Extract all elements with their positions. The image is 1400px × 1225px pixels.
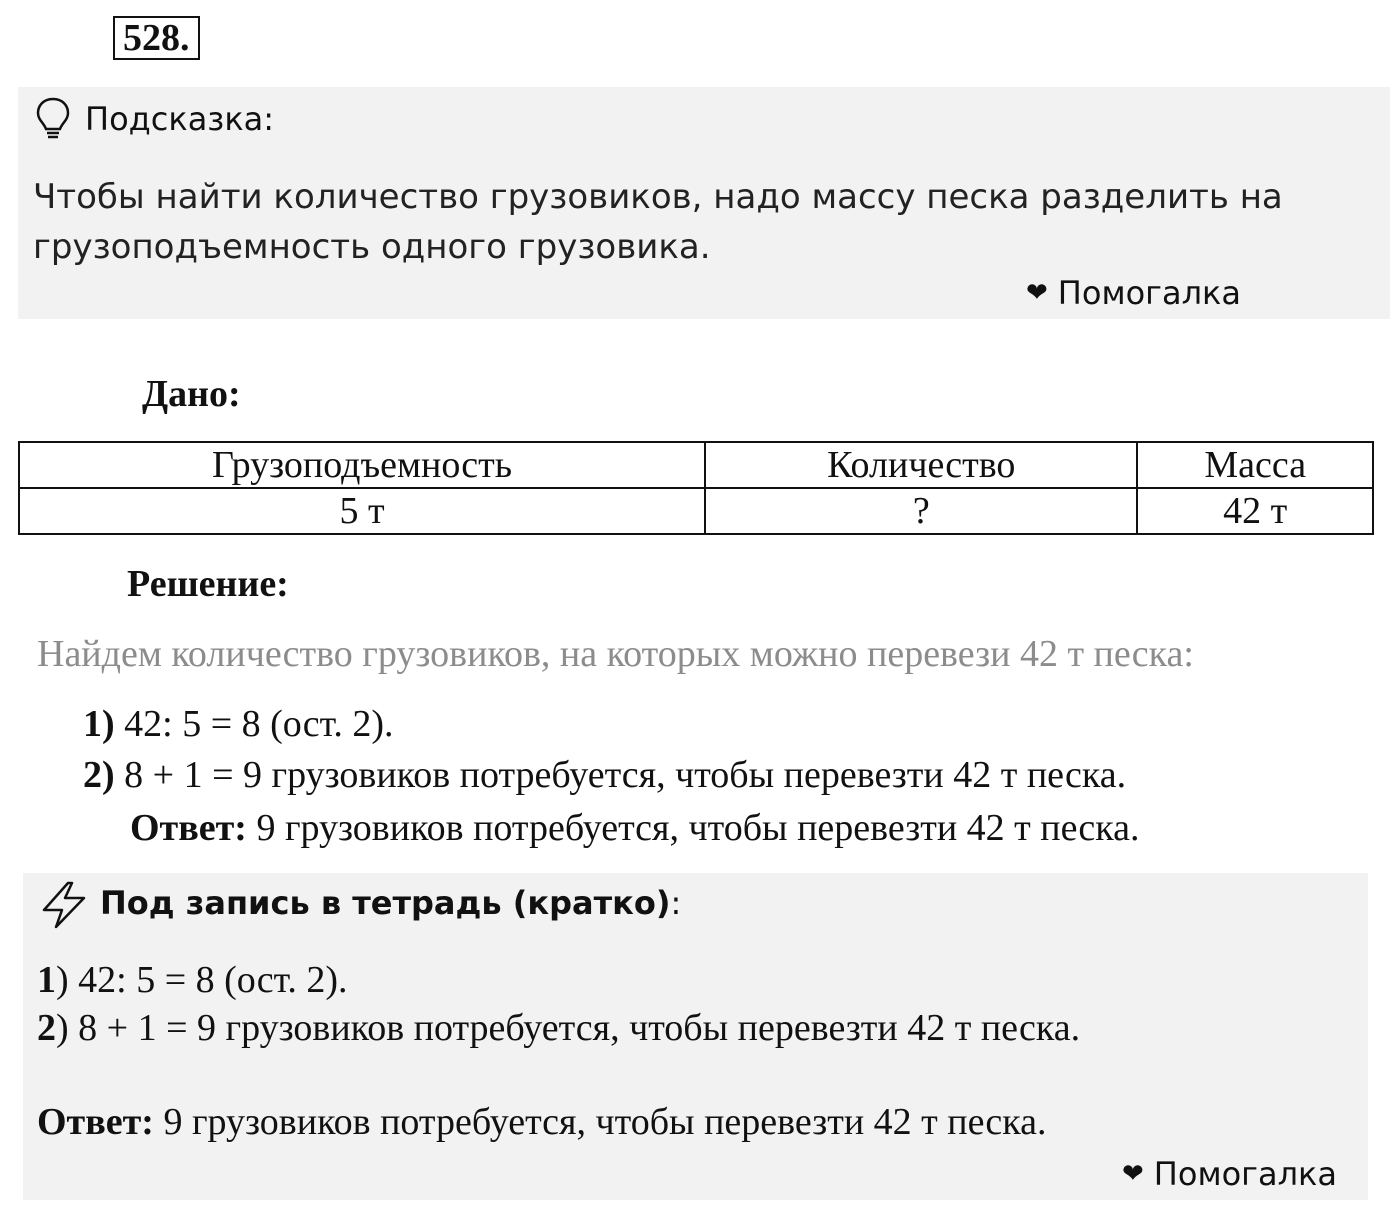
notebook-step-2: [37, 1006, 1080, 1050]
notebook-answer: [37, 1100, 1047, 1144]
cell-count: ?: [705, 488, 1137, 534]
cell-mass: 42 т: [1137, 488, 1373, 534]
cell-capacity: 5 т: [19, 488, 705, 534]
step-text: ) 42: 5 = 8 (ост. 2).: [56, 959, 348, 1001]
heart-icon: ❤: [1026, 278, 1048, 308]
hint-title: Подсказка:: [85, 100, 275, 138]
notebook-step-1: [37, 958, 348, 1002]
brand-label-bottom: [1122, 1155, 1337, 1193]
step-number: 2): [83, 754, 115, 796]
answer-label: Ответ:: [37, 1101, 154, 1143]
hint-text: Чтобы найти количество грузовиков, надо массу песка разделить на грузоподъемность одного грузовика.: [33, 177, 1283, 267]
notebook-title-colon: :: [670, 884, 682, 922]
solution-title: Решение:: [127, 563, 289, 605]
header-mass: Масса: [1137, 442, 1373, 488]
notebook-title-text: Под запись в тетрадь (кратко): [100, 884, 671, 922]
brand-name: Помогалка: [1153, 1155, 1337, 1193]
solution-step-1: [83, 702, 394, 746]
brand-label: [1026, 274, 1241, 312]
step-number: 1): [83, 703, 115, 745]
given-table: [18, 441, 1374, 535]
brand-name: Помогалка: [1057, 274, 1241, 312]
header-count: Количество: [705, 442, 1137, 488]
answer-text: 9 грузовиков потребуется, чтобы перевезти 42 т песка.: [246, 807, 1140, 849]
step-text: ) 8 + 1 = 9 грузовиков потребуется, чтобы перевезти 42 т песка.: [56, 1007, 1081, 1049]
solution-answer: [130, 806, 1140, 850]
table-header-row: [19, 442, 1373, 488]
solution-step-2: [83, 753, 1126, 797]
lightning-icon: [38, 880, 90, 935]
table-row: [19, 488, 1373, 534]
notebook-title: [100, 884, 681, 922]
heart-icon: ❤: [1122, 1159, 1144, 1189]
step-number: 2: [37, 1007, 56, 1049]
task-number: 528.: [113, 16, 200, 60]
step-text: 42: 5 = 8 (ост. 2).: [124, 703, 394, 745]
header-capacity: Грузоподъемность: [19, 442, 705, 488]
solution-intro: Найдем количество грузовиков, на которых можно перевези 42 т песка:: [37, 633, 1194, 675]
answer-text: 9 грузовиков потребуется, чтобы перевезти 42 т песка.: [153, 1101, 1047, 1143]
given-title: Дано:: [142, 373, 241, 415]
step-text: 8 + 1 = 9 грузовиков потребуется, чтобы перевезти 42 т песка.: [114, 754, 1127, 796]
step-number: 1: [37, 959, 56, 1001]
answer-label: Ответ:: [130, 807, 247, 849]
lightbulb-icon: [34, 96, 72, 147]
